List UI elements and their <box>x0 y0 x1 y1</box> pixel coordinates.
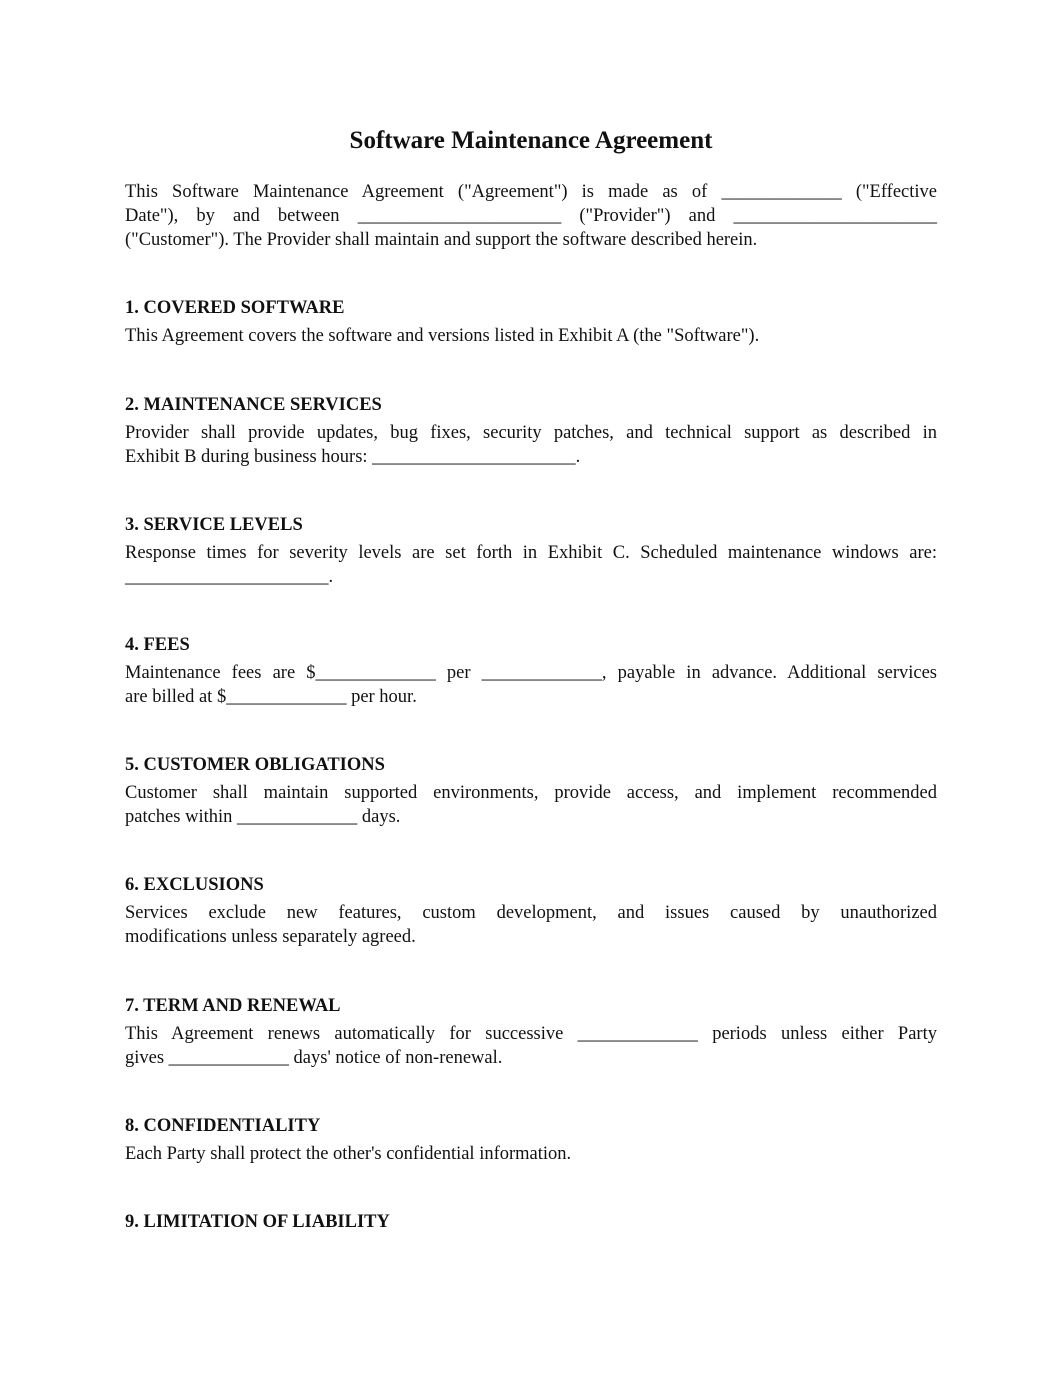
section-service-levels <box>125 513 937 589</box>
section-body-line: ______________________. <box>125 567 334 587</box>
section-body-line: Exhibit B during business hours: ______________________. <box>125 447 581 467</box>
section-heading: 4. FEES <box>125 635 190 655</box>
section-body-line: gives _____________ days' notice of non-renewal. <box>125 1048 503 1068</box>
section-heading: 9. LIMITATION OF LIABILITY <box>125 1212 390 1232</box>
section-heading: 7. TERM AND RENEWAL <box>125 996 341 1016</box>
section-body-line: This Agreement renews automatically for successive _____________ periods unless either Party <box>125 1024 937 1044</box>
section-customer-obligations <box>125 753 937 829</box>
section-heading: 1. COVERED SOFTWARE <box>125 298 345 318</box>
intro-line: Date"), by and between ______________________ ("Provider") and ______________________ <box>125 206 937 226</box>
section-covered-software <box>125 296 937 348</box>
intro-line: This Software Maintenance Agreement ("Agreement") is made as of _____________ ("Effective <box>125 182 937 202</box>
section-maintenance-services <box>125 393 937 469</box>
section-body-line: Customer shall maintain supported environments, provide access, and implement recommended <box>125 783 937 803</box>
section-body-line: are billed at $_____________ per hour. <box>125 687 417 707</box>
section-heading: 5. CUSTOMER OBLIGATIONS <box>125 755 385 775</box>
section-confidentiality <box>125 1114 937 1166</box>
section-heading: 6. EXCLUSIONS <box>125 875 264 895</box>
section-limitation-of-liability <box>125 1210 937 1238</box>
section-body-line: Response times for severity levels are set forth in Exhibit C. Scheduled maintenance windows are: <box>125 543 937 563</box>
section-heading: 8. CONFIDENTIALITY <box>125 1116 321 1136</box>
section-body-line: This Agreement covers the software and versions listed in Exhibit A (the "Software"). <box>125 326 760 346</box>
section-heading: 2. MAINTENANCE SERVICES <box>125 395 382 415</box>
section-body-line: Maintenance fees are $_____________ per _____________, payable in advance. Additional services <box>125 663 937 683</box>
intro-line: ("Customer"). The Provider shall maintain and support the software described herein. <box>125 230 758 250</box>
section-heading: 3. SERVICE LEVELS <box>125 515 303 535</box>
section-body-line: Provider shall provide updates, bug fixes, security patches, and technical support as described in <box>125 423 937 443</box>
section-term-and-renewal <box>125 994 937 1070</box>
section-fees <box>125 633 937 709</box>
intro-paragraph <box>125 180 937 252</box>
section-body-line: patches within _____________ days. <box>125 807 401 827</box>
section-exclusions <box>125 873 937 949</box>
section-body-line: Services exclude new features, custom development, and issues caused by unauthorized <box>125 903 937 923</box>
section-body-line: modifications unless separately agreed. <box>125 927 416 947</box>
section-body-line: Each Party shall protect the other's confidential information. <box>125 1144 572 1164</box>
document-title: Software Maintenance Agreement <box>349 127 713 154</box>
